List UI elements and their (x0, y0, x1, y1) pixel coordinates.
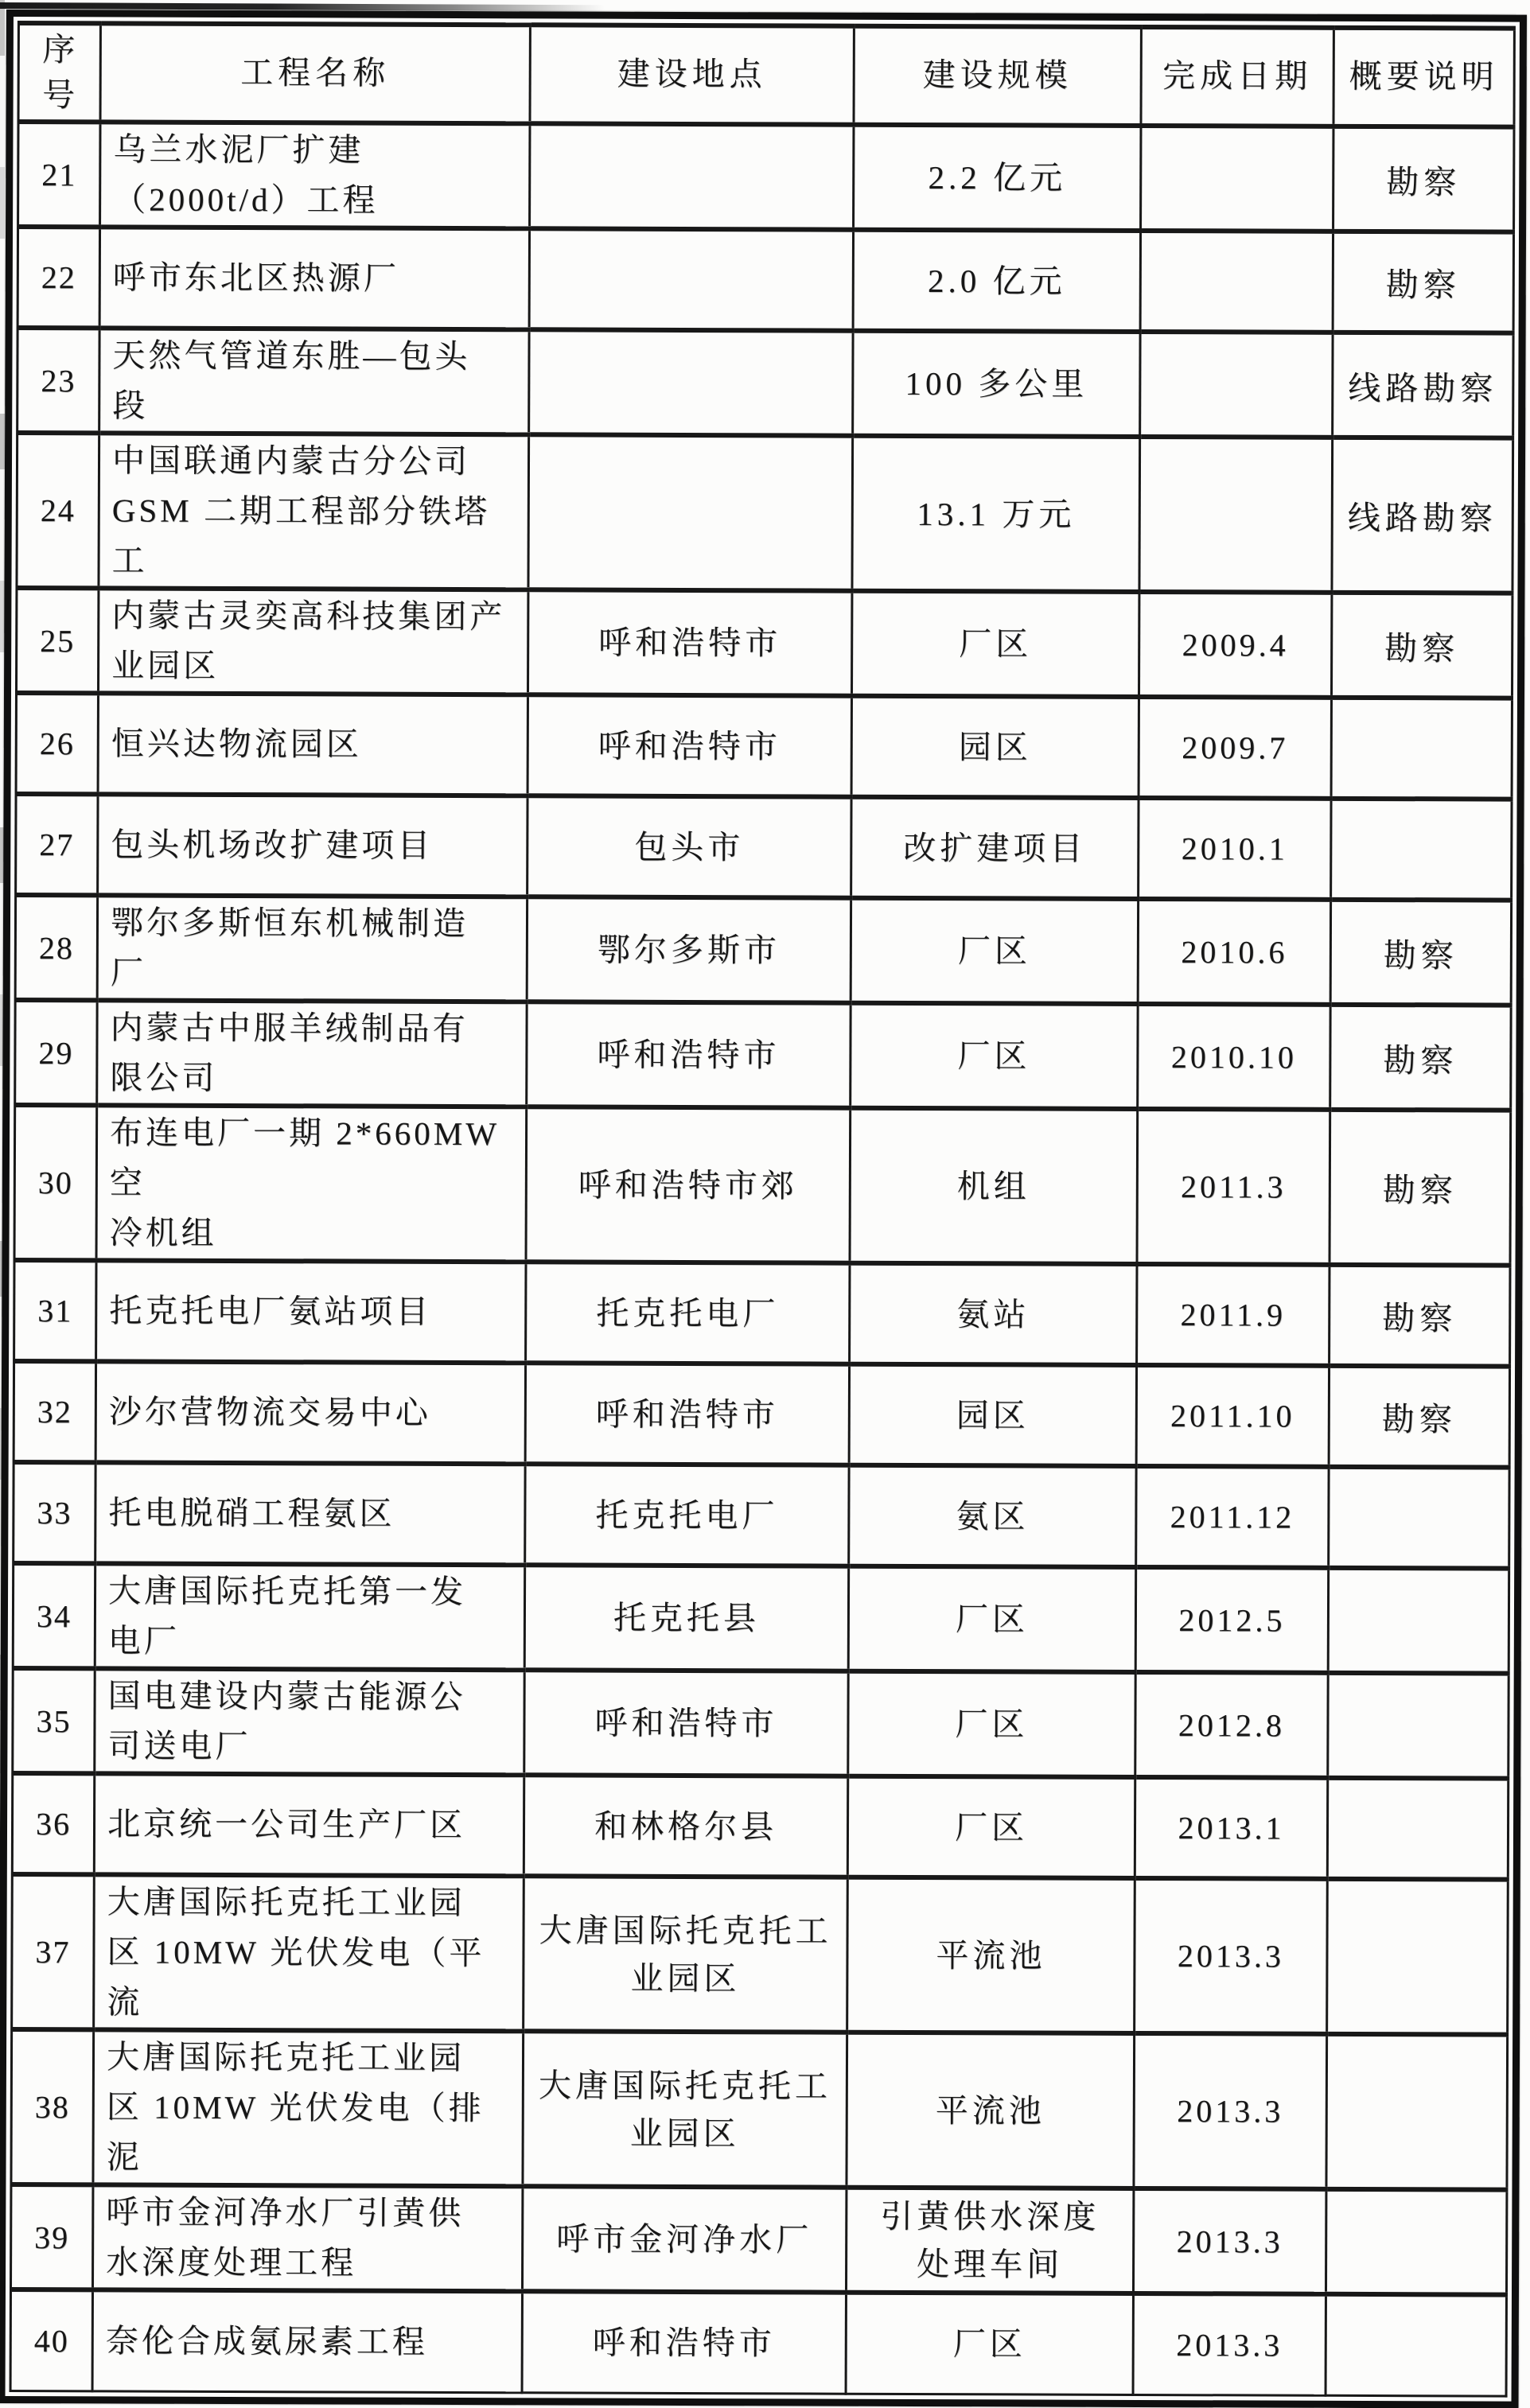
cell-location: 呼和浩特市 (528, 589, 851, 695)
cell-serial-number: 25 (17, 588, 99, 693)
cell-serial-number: 39 (10, 2184, 92, 2289)
cell-serial-number: 38 (11, 2029, 94, 2184)
header-cell-serial-number: 序 号 (18, 23, 100, 122)
cell-scale: 平流池 (847, 1877, 1135, 2033)
cell-note: 勘察 (1331, 593, 1512, 698)
cell-serial-number: 33 (14, 1462, 95, 1563)
cell-serial-number: 34 (13, 1563, 95, 1668)
cell-note: 勘察 (1333, 126, 1514, 232)
table-row (10, 2184, 1506, 2295)
cell-location: 呼和浩特市 (525, 1363, 849, 1465)
cell-scale: 2.2 亿元 (854, 125, 1141, 231)
cell-scale: 氨站 (850, 1263, 1137, 1365)
cell-location (529, 228, 853, 330)
table-row (15, 1000, 1511, 1111)
table-row (14, 1361, 1509, 1468)
header-cell-location: 建设地点 (530, 25, 854, 124)
cell-scale: 厂区 (851, 898, 1138, 1004)
cell-location (530, 123, 854, 229)
cell-note: 勘察 (1333, 231, 1513, 333)
cell-project-name: 内蒙古灵奕高科技集团产 业园区 (99, 588, 528, 694)
cell-scale: 厂区 (848, 1566, 1135, 1672)
table-row (16, 693, 1512, 799)
cell-serial-number: 30 (14, 1105, 97, 1260)
cell-project-name: 国电建设内蒙古能源公 司送电厂 (95, 1668, 524, 1775)
cell-scale: 园区 (849, 1364, 1136, 1466)
cell-project-name: 大唐国际托克托工业园 区 10MW 光伏发电（平流 (94, 1874, 524, 2031)
table-row (10, 2289, 1506, 2396)
table-row (11, 2029, 1508, 2190)
cell-project-name: 北京统一公司生产厂区 (94, 1773, 524, 1876)
cell-location: 呼和浩特市 (522, 2291, 846, 2393)
cell-location: 呼和浩特市郊 (526, 1107, 851, 1262)
cell-scale: 2.0 亿元 (853, 230, 1140, 332)
cell-serial-number: 21 (18, 122, 100, 227)
cell-project-name: 大唐国际托克托第一发 电厂 (95, 1563, 524, 1670)
cell-scale: 厂区 (851, 1003, 1138, 1109)
projects-table (10, 21, 1516, 2397)
cell-note (1331, 698, 1512, 799)
header-cell-note: 概要说明 (1333, 28, 1514, 127)
cell-location: 托克托电厂 (525, 1464, 849, 1566)
cell-date: 2013.1 (1135, 1777, 1327, 1879)
cell-scale: 引黄供水深度 处理车间 (846, 2188, 1133, 2293)
table-row (17, 433, 1513, 593)
cell-serial-number: 28 (15, 895, 97, 1000)
cell-scale: 100 多公里 (853, 331, 1140, 437)
cell-project-name: 天然气管道东胜—包头 段 (99, 328, 529, 434)
cell-location: 呼和浩特市 (527, 1002, 851, 1107)
cell-date: 2011.12 (1136, 1466, 1329, 1568)
cell-project-name: 托克托电厂氨站项目 (96, 1260, 526, 1363)
cell-date: 2011.10 (1136, 1365, 1329, 1467)
cell-date: 2013.3 (1133, 2293, 1326, 2395)
cell-serial-number: 36 (12, 1773, 94, 1874)
table-row (14, 1105, 1511, 1266)
cell-scale: 13.1 万元 (852, 436, 1140, 592)
cell-project-name: 沙尔营物流交易中心 (95, 1361, 525, 1464)
cell-location: 和林格尔县 (524, 1775, 847, 1877)
cell-date (1139, 437, 1333, 593)
cell-serial-number: 40 (10, 2289, 92, 2390)
cell-scale: 厂区 (848, 1671, 1135, 1777)
cell-project-name: 包头机场改扩建项目 (98, 794, 528, 897)
cell-project-name: 奈伦合成氨尿素工程 (92, 2289, 522, 2392)
cell-location: 鄂尔多斯市 (527, 897, 851, 1002)
cell-date: 2010.6 (1138, 899, 1330, 1005)
cell-serial-number: 23 (18, 328, 99, 433)
cell-note: 勘察 (1330, 1005, 1511, 1111)
projects-table-frame (0, 10, 1527, 2408)
table-row (12, 1773, 1508, 1880)
cell-note: 勘察 (1330, 1110, 1511, 1266)
header-cell-scale: 建设规模 (854, 26, 1141, 126)
cell-location: 大唐国际托克托工 业园区 (523, 2031, 847, 2187)
cell-location: 托克托电厂 (526, 1262, 850, 1363)
cell-location: 呼市金河净水厂 (522, 2186, 846, 2292)
cell-note: 线路勘察 (1332, 438, 1513, 593)
cell-note (1326, 2034, 1508, 2190)
table-row (18, 122, 1514, 232)
cell-location (528, 434, 853, 590)
header-cell-date: 完成日期 (1141, 27, 1333, 126)
cell-note: 线路勘察 (1333, 333, 1513, 438)
cell-serial-number: 24 (17, 433, 99, 588)
cell-location: 呼和浩特市 (524, 1670, 848, 1776)
table-row (12, 1874, 1509, 2035)
table-row (16, 794, 1512, 901)
cell-serial-number: 31 (14, 1260, 96, 1361)
cell-serial-number: 26 (16, 693, 98, 794)
cell-project-name: 恒兴达物流园区 (98, 693, 528, 796)
cell-scale: 厂区 (847, 1776, 1135, 1878)
cell-scale: 氨区 (849, 1465, 1136, 1567)
cell-note: 勘察 (1330, 1265, 1510, 1367)
cell-date (1140, 231, 1333, 333)
cell-location (529, 329, 853, 435)
cell-date: 2013.3 (1134, 2033, 1327, 2189)
cell-date: 2012.8 (1135, 1672, 1328, 1778)
table-row (13, 1668, 1509, 1779)
cell-date: 2013.3 (1133, 2188, 1326, 2294)
cell-date: 2010.10 (1138, 1004, 1330, 1110)
cell-note (1327, 1778, 1508, 1880)
cell-date: 2010.1 (1139, 798, 1331, 900)
cell-scale: 厂区 (846, 2293, 1133, 2394)
cell-project-name: 中国联通内蒙古分公司 GSM 二期工程部分铁塔工 (99, 433, 529, 589)
cell-location: 包头市 (528, 796, 851, 897)
cell-project-name: 内蒙古中服羊绒制品有 限公司 (97, 1000, 527, 1107)
cell-serial-number: 32 (14, 1361, 95, 1462)
cell-project-name: 鄂尔多斯恒东机械制造 厂 (97, 895, 527, 1002)
cell-serial-number: 27 (16, 794, 98, 895)
cell-project-name: 呼市东北区热源厂 (99, 227, 529, 329)
cell-date: 2011.3 (1137, 1109, 1330, 1265)
cell-note (1331, 799, 1512, 901)
header-cell-project-name: 工程名称 (100, 23, 530, 123)
table-row (14, 1462, 1509, 1569)
table-row (18, 227, 1513, 333)
cell-project-name: 大唐国际托克托工业园 区 10MW 光伏发电（排泥 (93, 2029, 524, 2186)
cell-scale: 机组 (850, 1108, 1138, 1264)
cell-project-name: 乌兰水泥厂扩建 （2000t/d）工程 (100, 122, 530, 228)
cell-date (1140, 332, 1333, 438)
cell-note (1326, 2189, 1506, 2295)
cell-date (1141, 126, 1333, 231)
cell-scale: 园区 (851, 696, 1139, 798)
cell-note: 勘察 (1330, 900, 1511, 1006)
cell-note: 勘察 (1329, 1366, 1509, 1468)
cell-serial-number: 37 (12, 1874, 95, 2029)
table-row (13, 1563, 1509, 1674)
cell-scale: 平流池 (847, 2033, 1135, 2188)
cell-location: 托克托县 (524, 1565, 848, 1671)
table-row (15, 895, 1511, 1006)
cell-location: 呼和浩特市 (528, 694, 851, 796)
table-row (18, 328, 1513, 438)
cell-scale: 改扩建项目 (851, 797, 1139, 899)
cell-project-name: 呼市金河净水厂引黄供 水深度处理工程 (92, 2184, 522, 2291)
cell-date: 2009.7 (1139, 697, 1331, 799)
cell-note (1327, 1879, 1509, 2035)
cell-scale: 厂区 (851, 591, 1139, 697)
header-row (18, 23, 1514, 127)
table-body (10, 122, 1514, 2396)
table-header (18, 23, 1514, 127)
cell-note (1328, 1673, 1509, 1779)
cell-note (1326, 2294, 1506, 2396)
cell-note (1329, 1467, 1509, 1569)
cell-note (1328, 1568, 1509, 1674)
cell-location: 大唐国际托克托工 业园区 (524, 1876, 848, 2032)
cell-project-name: 布连电厂一期 2*660MW 空 冷机组 (96, 1105, 527, 1262)
cell-date: 2009.4 (1139, 592, 1331, 698)
cell-serial-number: 29 (15, 1000, 97, 1105)
table-row (14, 1260, 1510, 1367)
cell-project-name: 托电脱硝工程氨区 (95, 1462, 525, 1565)
cell-date: 2011.9 (1137, 1264, 1330, 1366)
table-row (17, 588, 1512, 698)
cell-date: 2013.3 (1135, 1878, 1328, 2034)
cell-date: 2012.5 (1135, 1567, 1328, 1673)
cell-serial-number: 35 (13, 1668, 95, 1773)
cell-serial-number: 22 (18, 227, 99, 328)
